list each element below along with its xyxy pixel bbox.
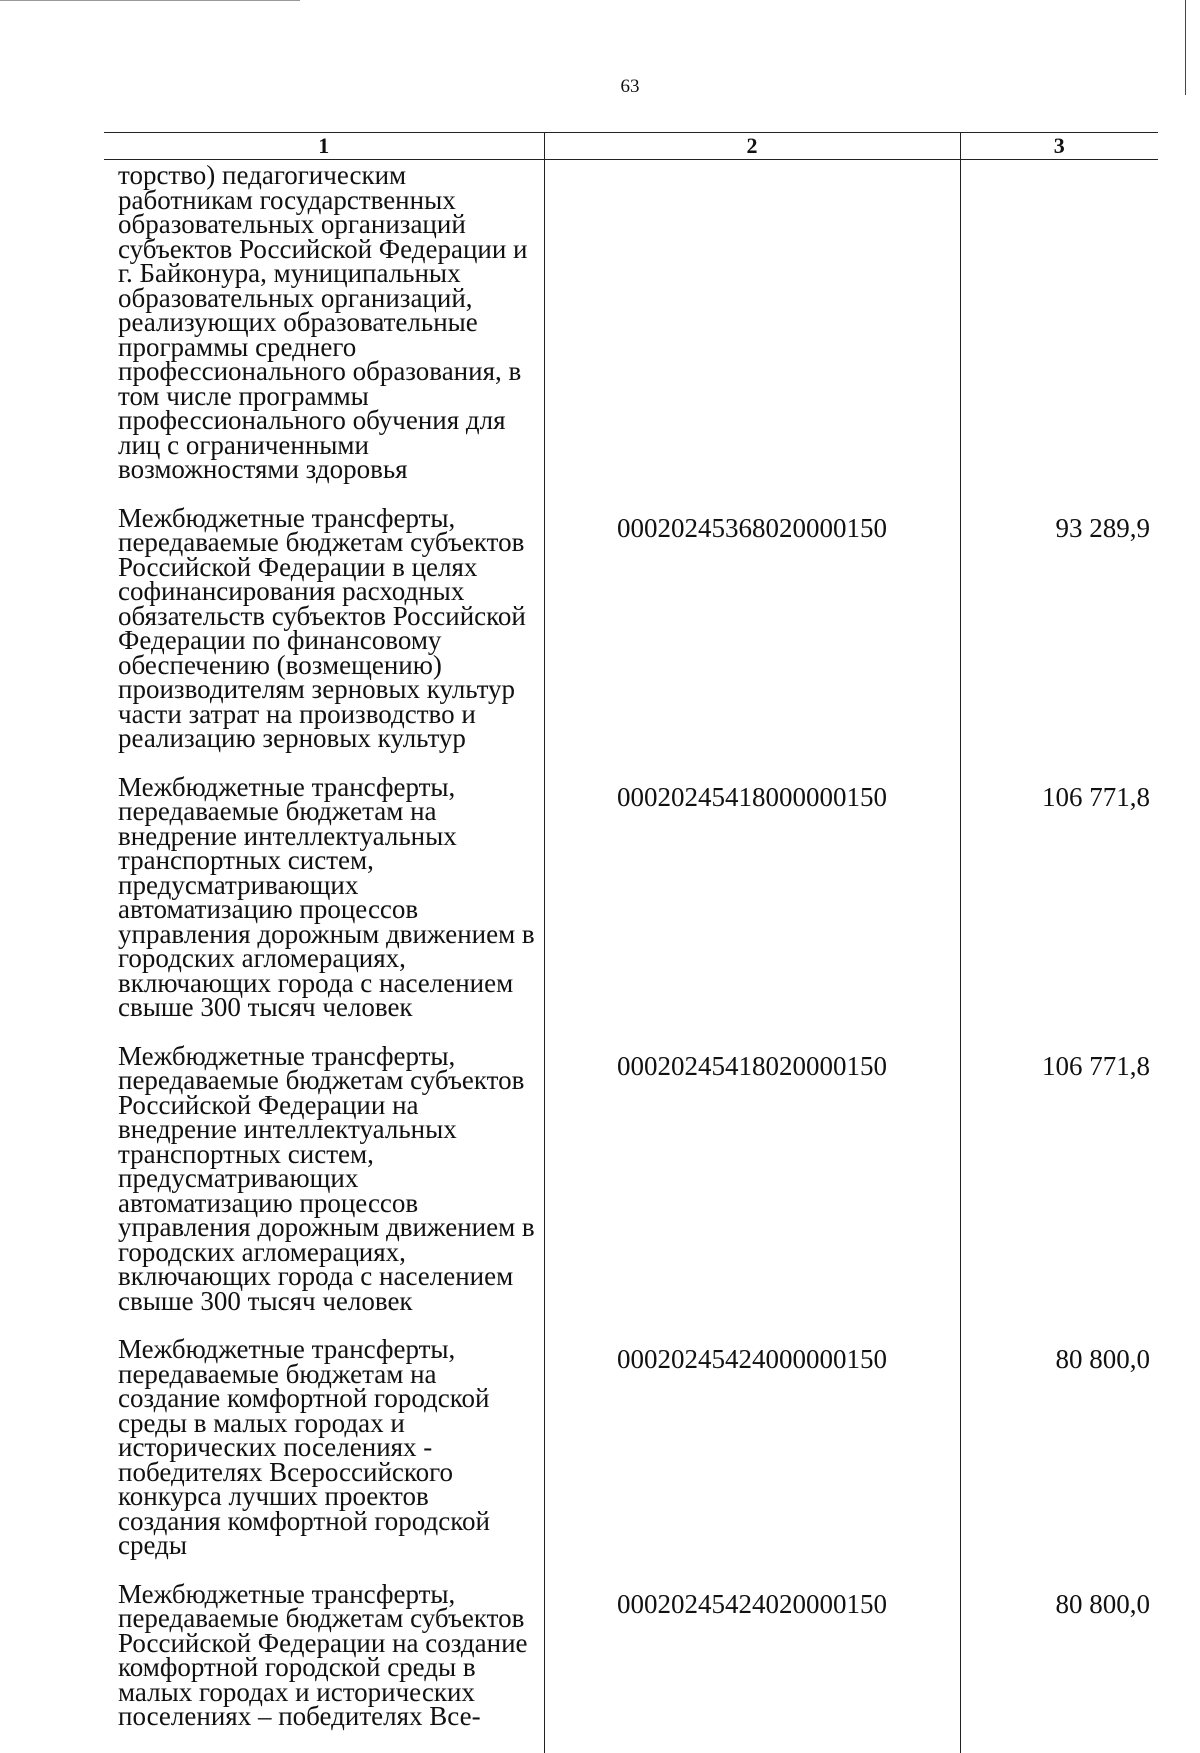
page-number: 63 (620, 76, 640, 97)
table-row (104, 1582, 1158, 1753)
table-row (104, 506, 1158, 775)
row-amount-cell (960, 160, 1158, 506)
row-name-cell (104, 1040, 544, 1338)
row-amount-cell (960, 1337, 1158, 1582)
column-header-3: 3 (960, 133, 1158, 160)
row-name: Межбюджетные трансферты, передаваемые бюджетам субъектов Российской Федерации на внедрение интеллектуальных транспортных систем, предусматривающих автоматизацию процессов управления дорожным движением в городских агломерациях, включающих города с населением свыше 300 тысяч человек (118, 1040, 535, 1316)
row-name: Межбюджетные трансферты, передаваемые бюджетам субъектов Российской Федерации на создание комфортной городской среды в малых городах и исторических поселениях – победителях Все- (118, 1578, 528, 1731)
row-amount: 80 800,0 (1055, 1344, 1150, 1374)
table-row (104, 775, 1158, 1044)
row-code-cell (544, 1582, 960, 1753)
table-row (104, 1044, 1158, 1338)
row-name-cell (104, 160, 544, 506)
row-name: Межбюджетные трансферты, передаваемые бюджетам на внедрение интеллектуальных транспортных систем, предусматривающих автоматизацию процессов управления дорожным движением в городских агломерациях, включающих города с населением свыше 300 тысяч человек (118, 771, 535, 1022)
row-amount: 80 800,0 (1055, 1588, 1150, 1619)
budget-table (104, 132, 1158, 1753)
row-amount-cell (960, 1582, 1158, 1753)
table-row (104, 160, 1158, 506)
row-code-cell (544, 1044, 960, 1338)
row-name: Межбюджетные трансферты, передаваемые бюджетам субъектов Российской Федерации в целях софинансирования расходных обязательств субъектов Российской Федерации по финансовому обеспечению (возмещению) производителям зерновых культур части затрат на производство и реализацию зерновых культур (118, 502, 526, 753)
scan-edge-line (0, 0, 300, 1)
row-name: Межбюджетные трансферты, передаваемые бюджетам на создание комфортной городской среды в малых городах и исторических поселениях - победителях Всероссийского конкурса лучших проектов создания комфортной городской среды (118, 1334, 490, 1560)
row-code: 00020245418000000150 (617, 781, 887, 812)
row-name-cell (104, 1578, 544, 1753)
row-amount-cell (960, 775, 1158, 1044)
row-code-cell (544, 775, 960, 1044)
row-code-cell (544, 506, 960, 775)
row-amount-cell (960, 506, 1158, 775)
row-code-cell (544, 1337, 960, 1582)
row-code: 00020245424000000150 (617, 1344, 887, 1374)
row-name-cell (104, 771, 544, 1044)
row-amount: 93 289,9 (1055, 512, 1150, 543)
row-name-cell (104, 502, 544, 775)
column-header-1: 1 (104, 133, 544, 160)
row-code: 00020245368020000150 (617, 512, 887, 543)
row-code-cell (544, 160, 960, 506)
row-amount: 106 771,8 (1042, 1050, 1150, 1081)
row-name-cell (104, 1334, 544, 1582)
column-header-2: 2 (544, 133, 960, 160)
row-code: 00020245418020000150 (617, 1050, 887, 1081)
table-row (104, 1337, 1158, 1582)
row-name: торство) педагогическим работникам государственных образовательных организаций субъектов Российской Федерации и г. Байконура, муниципальных образовательных организаций, реализующих образовательные программы среднего профессионального образования, в том числе программы профессионального обучения для лиц с ограниченными возможностями здоровья (118, 160, 528, 484)
row-amount: 106 771,8 (1042, 781, 1150, 812)
row-code: 00020245424020000150 (617, 1588, 887, 1619)
row-amount-cell (960, 1044, 1158, 1338)
table-header-row (104, 133, 1158, 160)
